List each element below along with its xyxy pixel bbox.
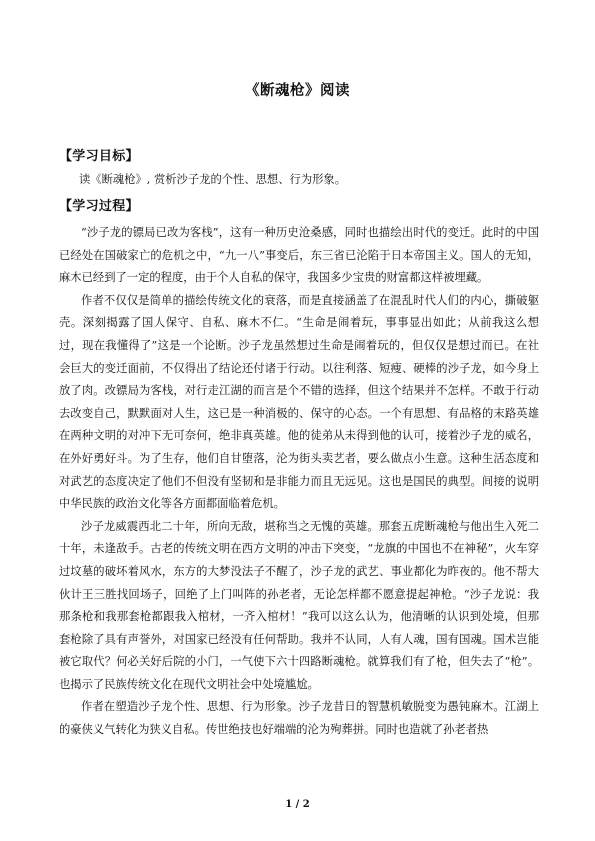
paragraph: 作者在塑造沙子龙个性、思想、行为形象。沙子龙昔日的智慧机敏脱变为愚钝麻木。江湖上的豪侠义气转化为狭义自私。传世绝技也好端端的沦为殉葬拼。同时也造就了孙老者热	[59, 700, 539, 737]
goal-text: 读《断魂枪》, 赏析沙子龙的个性、思想、行为形象。	[79, 173, 347, 186]
page-title: 《断魂枪》阅读	[245, 82, 350, 99]
page-number: 1 / 2	[285, 799, 310, 810]
goal-heading: 【学习目标】	[59, 149, 139, 164]
body-text	[59, 222, 539, 742]
paragraph: 沙子龙威震西北二十年，所向无敌，堪称当之无愧的英雄。那套五虎断魂枪与他出生入死二十年，未逢敌手。古老的传统文明在西方文明的冲击下突变，“龙旗的中国也不在神秘”，火车穿过坟墓的破坏着风水，东方的大梦没法子不醒了，沙子龙的武艺、事业都化为昨夜的。他不帮大伙计王三胜找回场子，回绝了上门叫阵的孙老者，无论怎样都不愿意提起神枪。“沙子龙说：我那条枪和我那套枪都跟我入棺材，一齐入棺材！”我可以这么认为，他清晰的认识到处境，但那套枪除了具有声誉外，对国家已经没有任何帮助。我并不认同，人有人魂，国有国魂。国术岂能被它取代？何必关好后院的小门，一气使下六十四路断魂枪。就算我们有了枪，但失去了“枪”。也揭示了民族传统文化在现代文明社会中处境尴尬。	[59, 519, 539, 691]
paragraph: 作者不仅仅是简单的描绘传统文化的衰落，而是直接涵盖了在混乱时代人们的内心，撕破躯壳。深刻揭露了国人保守、自私、麻木不仁。“生命是闹着玩，事事显出如此；从前我这么想过，现在我懂得了”这是一个论断。沙子龙虽然想过生命是闹着玩的，但仅仅是想过而已。在社会巨大的变迁面前，不仅得出了结论还付诸于行动。以往利落、短瘦、硬棒的沙子龙，如今身上放了肉。改镖局为客栈，对行走江湖的而言是个不错的选择，但这个结果并不怎样。不敢于行动去改变自己，默默面对人生，这已是一种消极的、保守的心态。一个有思想、有品格的末路英雄在两种文明的对冲下无可奈何，绝非真英雄。他的徒弟从未得到他的认可，接着沙子龙的威名，在外好勇好斗。为了生存，他们自甘堕落，沦为街头卖艺者，要么做点小生意。这种生活态度和对武艺的态度决定了他们不但没有坚韧和是非能力而且无远见。这也是国民的典型。间接的说明中华民族的政治文化等各方面都面临着危机。	[59, 293, 539, 511]
paragraph: “沙子龙的镖局已改为客栈”，这有一种历史沧桑感，同时也描绘出时代的变迁。此时的中国已经处在国破家亡的危机之中，“九一八”事变后，东三省已沦陷于日本帝国主义。国人的无知，麻木已经到了一定的程度，由于个人自私的保守，我国多少宝贵的财富都这样被埋藏。	[59, 226, 539, 285]
process-heading: 【学习过程】	[59, 199, 139, 214]
